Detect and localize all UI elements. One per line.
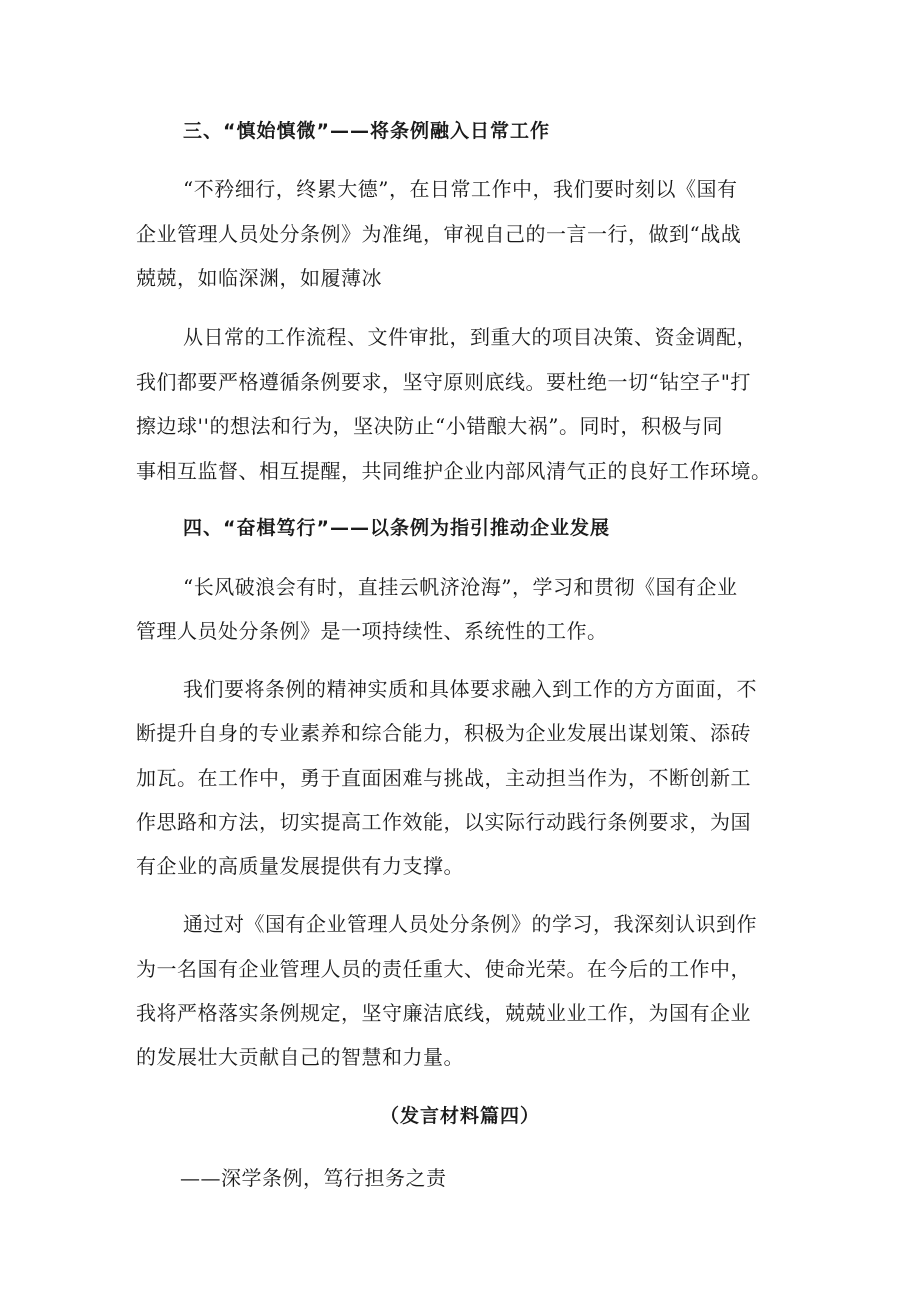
paragraph-line: 作思路和方法，切实提高工作效能，以实际行动践行条例要求，为国 <box>136 810 751 834</box>
paragraph-line: 的发展壮大贡献自己的智慧和力量。 <box>136 1045 464 1069</box>
paragraph-line: “长风破浪会有时，直挂云帆济沧海”，学习和贯彻《国有企业 <box>183 575 738 599</box>
paragraph-line: 我们要将条例的精神实质和具体要求融入到工作的方方面面，不 <box>183 677 757 701</box>
paragraph-line: 企业管理人员处分条例》为准绳，审视自己的一言一行，做到“战战 <box>136 222 742 246</box>
paragraph-line: 管理人员处分条例》是一项持续性、系统性的工作。 <box>136 619 608 643</box>
paragraph-line: 断提升自身的专业素养和综合能力，积极为企业发展出谋划策、添砖 <box>136 721 751 745</box>
paragraph-line: 我将严格落实条例规定，坚守廉洁底线，兢兢业业工作，为国有企业 <box>136 1001 751 1025</box>
section-heading-three: 三、“慎始慎微”——将条例融入日常工作 <box>183 120 550 142</box>
paragraph-line: 擦边球''的想法和行为，坚决防止“小错酿大祸”。同时，积极与同 <box>136 414 723 438</box>
paragraph-line: 我们都要严格遵循条例要求，坚守原则底线。要杜绝一切“钻空子"打 <box>136 370 751 394</box>
section-heading-four: 四、“奋楫笃行”——以条例为指引推动企业发展 <box>183 517 610 539</box>
paragraph-line: 事相互监督、相互提醒，共同维护企业内部风清气正的良好工作环境。 <box>136 459 772 483</box>
paragraph-line: 通过对《国有企业管理人员处分条例》的学习，我深刻认识到作 <box>183 912 757 936</box>
paragraph-line: 有企业的高质量发展提供有力支撑。 <box>136 854 464 878</box>
subtitle-line: ——深学条例，笃行担务之责 <box>180 1166 447 1190</box>
paragraph-line: “不矜细行，终累大德”，在日常工作中，我们要时刻以《国有 <box>183 177 738 201</box>
paragraph-line: 加瓦。在工作中，勇于直面困难与挑战，主动担当作为，不断创新工 <box>136 766 751 790</box>
material-title: （发言材料篇四） <box>379 1105 540 1127</box>
paragraph-line: 为一名国有企业管理人员的责任重大、使命光荣。在今后的工作中， <box>136 957 751 981</box>
paragraph-line: 兢兢，如临深渊，如履薄冰 <box>136 266 382 290</box>
paragraph-line: 从日常的工作流程、文件审批，到重大的项目决策、资金调配， <box>183 325 757 349</box>
